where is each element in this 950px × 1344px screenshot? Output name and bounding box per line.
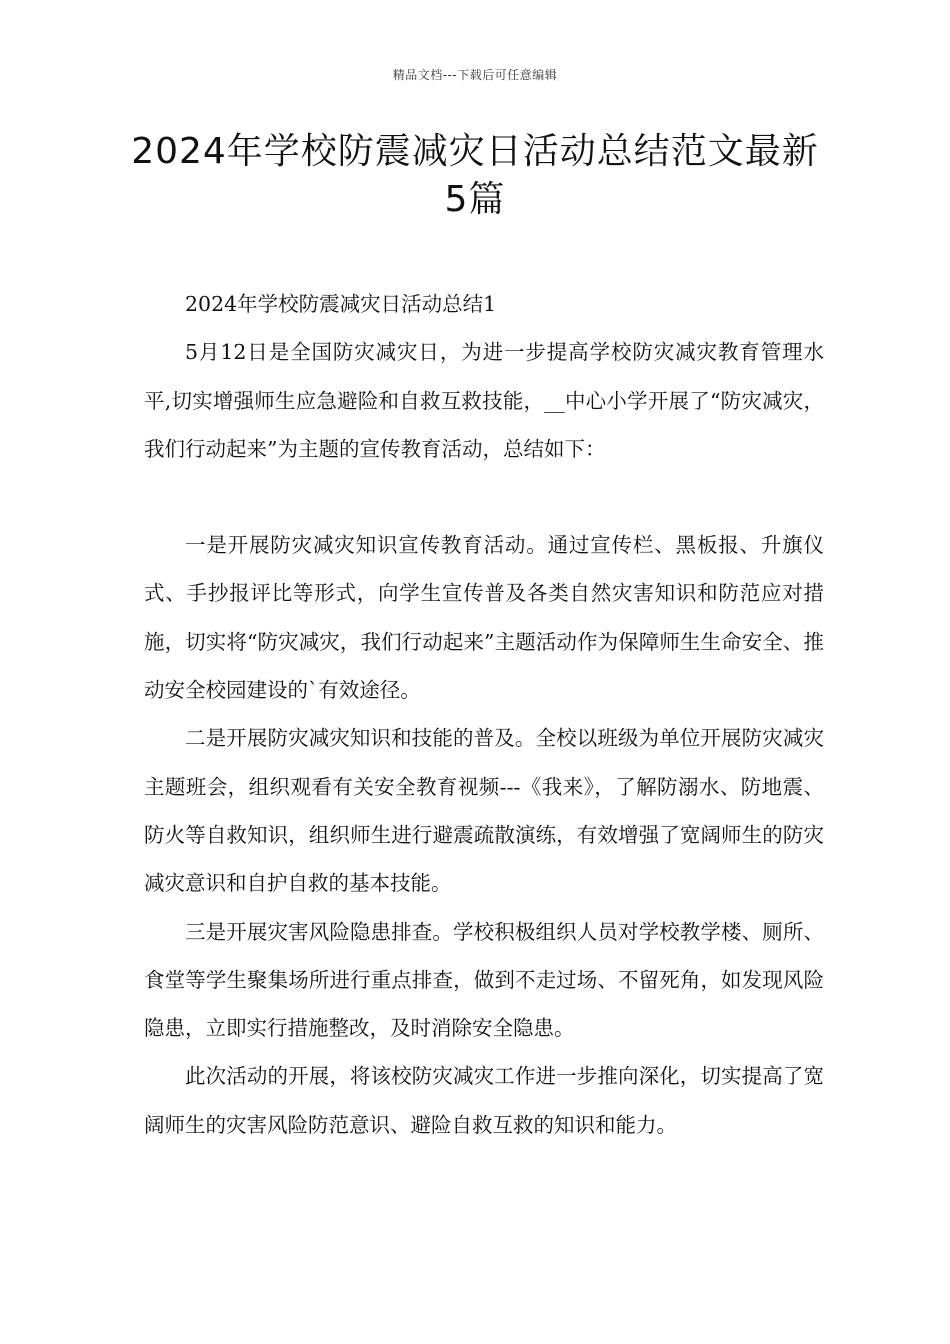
paragraph-intro: 5月12日是全国防灾减灾日，为进一步提高学校防灾减灾教育管理水平,切实增强师生应急避险和自救互救技能，__中心小学开展了“防灾减灾，我们行动起来”为主题的宣传教育活动，总结如下： xyxy=(144,340,824,461)
document-title: 2024年学校防震减灾日活动总结范文最新5篇 xyxy=(131,131,819,220)
header-note: 精品文档---下载后可任意编辑 xyxy=(392,68,558,82)
paragraph-conclusion: 此次活动的开展，将该校防灾减灾工作进一步推向深化，切实提高了宽阔师生的灾害风险防范意识、避险自救互救的知识和能力。 xyxy=(144,1064,824,1137)
paragraph-item-2: 二是开展防灾减灾知识和技能的普及。全校以班级为单位开展防灾减灾主题班会，组织观看有关安全教育视频---《我来》，了解防溺水、防地震、防火等自救知识，组织师生进行避震疏散演练，有效增强了宽阔师生的防灾减灾意识和自护自救的基本技能。 xyxy=(144,726,824,896)
paragraph-item-1: 一是开展防灾减灾知识宣传教育活动。通过宣传栏、黑板报、升旗仪式、手抄报评比等形式，向学生宣传普及各类自然灾害知识和防范应对措施，切实将“防灾减灾，我们行动起来”主题活动作为保障师生生命安全、推动安全校园建设的`有效途径。 xyxy=(144,533,824,703)
section-heading: 2024年学校防震减灾日活动总结1 xyxy=(185,292,497,316)
document-body xyxy=(144,280,824,1149)
paragraph-item-3: 三是开展灾害风险隐患排查。学校积极组织人员对学校教学楼、厕所、食堂等学生聚集场所进行重点排查，做到不走过场、不留死角，如发现风险隐患，立即实行措施整改，及时消除安全隐患。 xyxy=(144,919,824,1041)
